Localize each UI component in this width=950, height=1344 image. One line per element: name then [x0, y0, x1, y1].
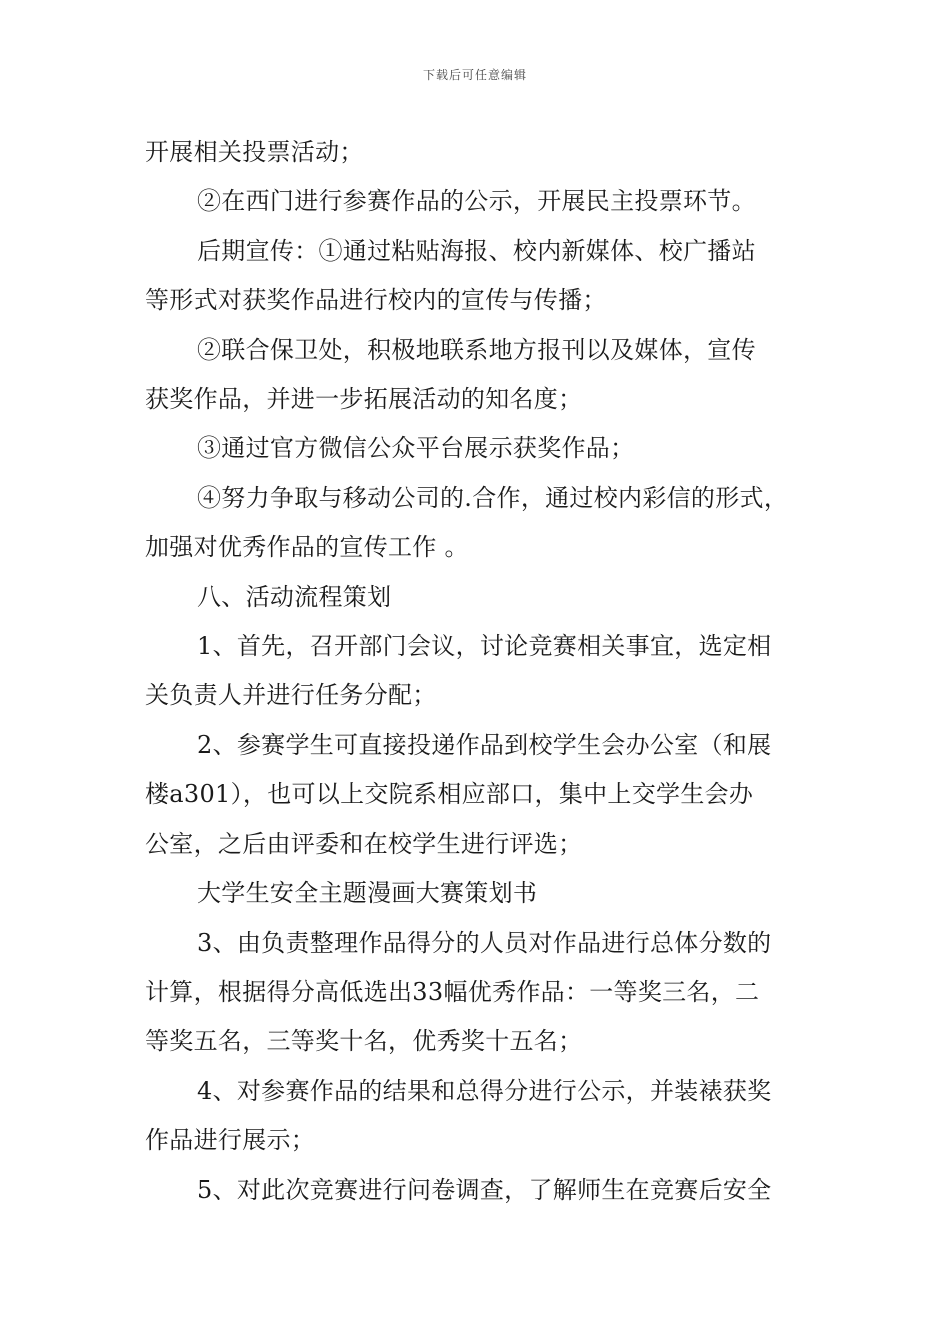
body-line: 作品进行展示；: [145, 1126, 316, 1155]
body-line: 加强对优秀作品的宣传工作 。: [145, 533, 469, 562]
body-line: 等形式对获奖作品进行校内的宣传与传播；: [145, 286, 607, 315]
body-line: 关负责人并进行任务分配；: [145, 681, 437, 710]
document-body: [145, 128, 815, 1215]
body-line: 计算，根据得分高低选出33幅优秀作品：一等奖三名，二: [145, 977, 760, 1006]
body-line: 2、参赛学生可直接投递作品到校学生会办公室（和展: [197, 730, 772, 759]
page-header: 下载后可任意编辑: [422, 68, 527, 82]
body-line: 楼a301），也可以上交院系相应部口，集中上交学生会办: [145, 780, 754, 809]
section-heading: 八、活动流程策划: [197, 582, 392, 611]
body-line: ③通过官方微信公众平台展示获奖作品；: [197, 434, 635, 463]
body-line: 3、由负责整理作品得分的人员对作品进行总体分数的: [197, 928, 772, 957]
body-line: 开展相关投票活动；: [145, 138, 364, 166]
body-line: 5、对此次竞赛进行问卷调查，了解师生在竞赛后安全: [197, 1175, 772, 1204]
body-line: ②联合保卫处，积极地联系地方报刊以及媒体，宣传: [197, 335, 756, 364]
body-line: 公室，之后由评委和在校学生进行评选；: [145, 829, 583, 858]
body-line: 获奖作品，并进一步拓展活动的知名度；: [145, 385, 583, 414]
body-line: 后期宣传：①通过粘贴海报、校内新媒体、校广播站: [197, 236, 756, 265]
body-line: 4、对参赛作品的结果和总得分进行公示，并装裱获奖: [197, 1076, 772, 1105]
body-line: 等奖五名，三等奖十名，优秀奖十五名；: [145, 1027, 583, 1056]
body-line: ④努力争取与移动公司的.合作，通过校内彩信的形式，: [197, 483, 789, 512]
body-line: ②在西门进行参赛作品的公示，开展民主投票环节。: [197, 187, 756, 216]
body-line: 1、首先，召开部门会议，讨论竞赛相关事宜，选定相: [197, 632, 772, 661]
document-subtitle: 大学生安全主题漫画大赛策划书: [197, 879, 538, 908]
